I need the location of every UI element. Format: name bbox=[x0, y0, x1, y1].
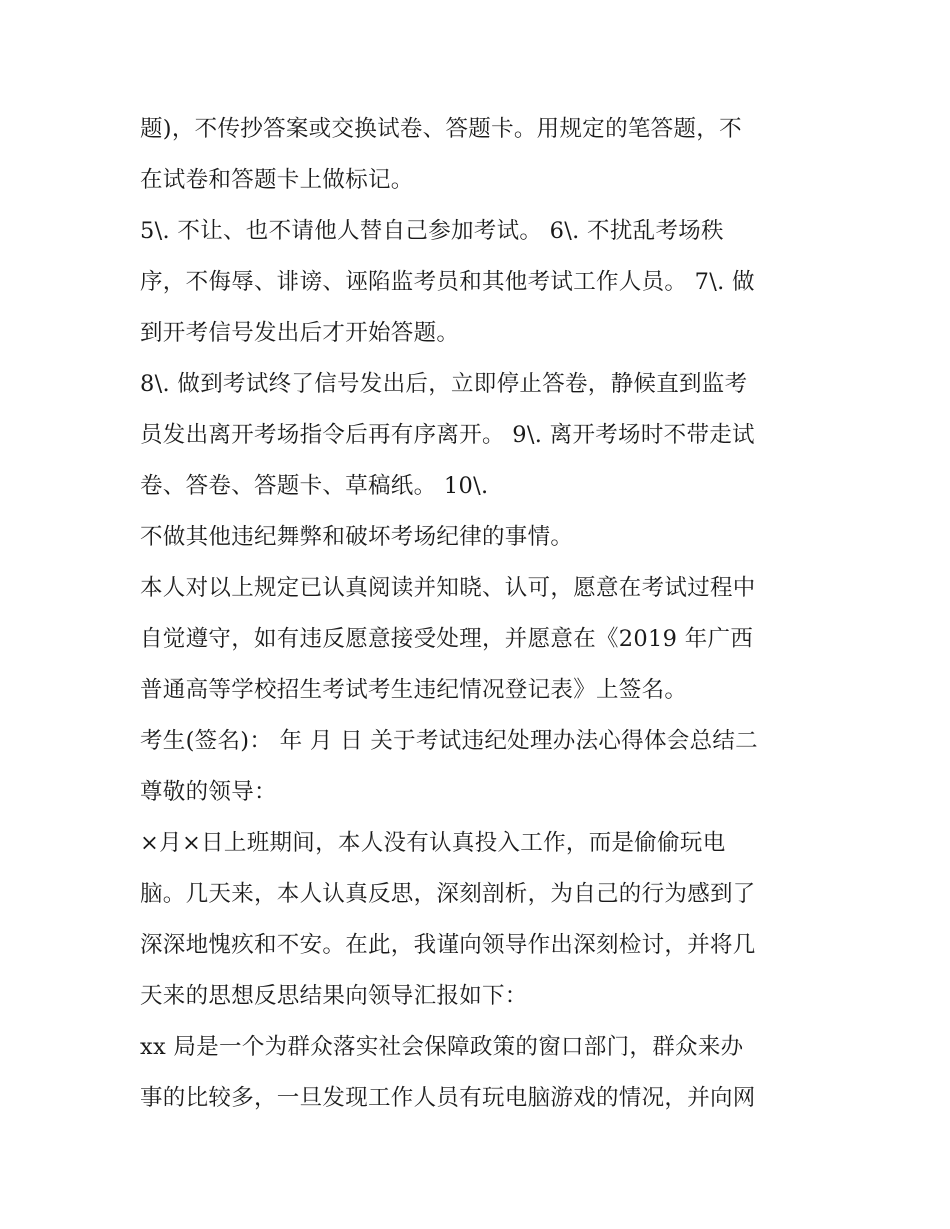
text-line: 8\. 做到考试终了信号发出后，立即停止答卷，静候直到监考 bbox=[140, 371, 748, 397]
text-line: 自觉遵守，如有违反愿意接受处理，并愿意在《2019 年广西 bbox=[140, 626, 754, 652]
text-line: 5\. 不让、也不请他人替自己参加考试。 6\. 不扰乱考场秩 bbox=[140, 218, 724, 244]
text-line: 在试卷和答题卡上做标记。 bbox=[140, 167, 414, 193]
text-line: 尊敬的领导： bbox=[140, 779, 277, 805]
text-line: 到开考信号发出后才开始答题。 bbox=[140, 320, 460, 346]
text-line: 深深地愧疚和不安。在此，我谨向领导作出深刻检讨，并将几 bbox=[140, 932, 756, 958]
text-line: 序，不侮辱、诽谤、诬陷监考员和其他考试工作人员。 7\. 做 bbox=[140, 269, 755, 295]
text-line: 卷、答卷、答题卡、草稿纸。 10\. bbox=[140, 473, 489, 499]
text-line: xx 局是一个为群众落实社会保障政策的窗口部门，群众来办 bbox=[140, 1034, 744, 1060]
text-line: 员发出离开考场指令后再有序离开。 9\. 离开考场时不带走试 bbox=[140, 422, 755, 448]
text-line: 普通高等学校招生考试考生违纪情况登记表》上签名。 bbox=[140, 677, 688, 703]
text-line: 事的比较多，一旦发现工作人员有玩电脑游戏的情况，并向网 bbox=[140, 1085, 756, 1111]
text-line: 天来的思想反思结果向领导汇报如下： bbox=[140, 983, 528, 1009]
text-line: 不做其他违纪舞弊和破坏考场纪律的事情。 bbox=[140, 524, 574, 550]
text-line: 题)，不传抄答案或交换试卷、答题卡。用规定的笔答题，不 bbox=[140, 116, 742, 142]
text-line: ×月×日上班期间，本人没有认真投入工作，而是偷偷玩电 bbox=[140, 830, 726, 856]
text-line: 本人对以上规定已认真阅读并知晓、认可，愿意在考试过程中 bbox=[140, 575, 756, 601]
text-line: 考生(签名)： 年 月 日 关于考试违纪处理办法心得体会总结二 bbox=[140, 728, 758, 754]
text-line: 脑。几天来，本人认真反思，深刻剖析，为自己的行为感到了 bbox=[140, 881, 756, 907]
